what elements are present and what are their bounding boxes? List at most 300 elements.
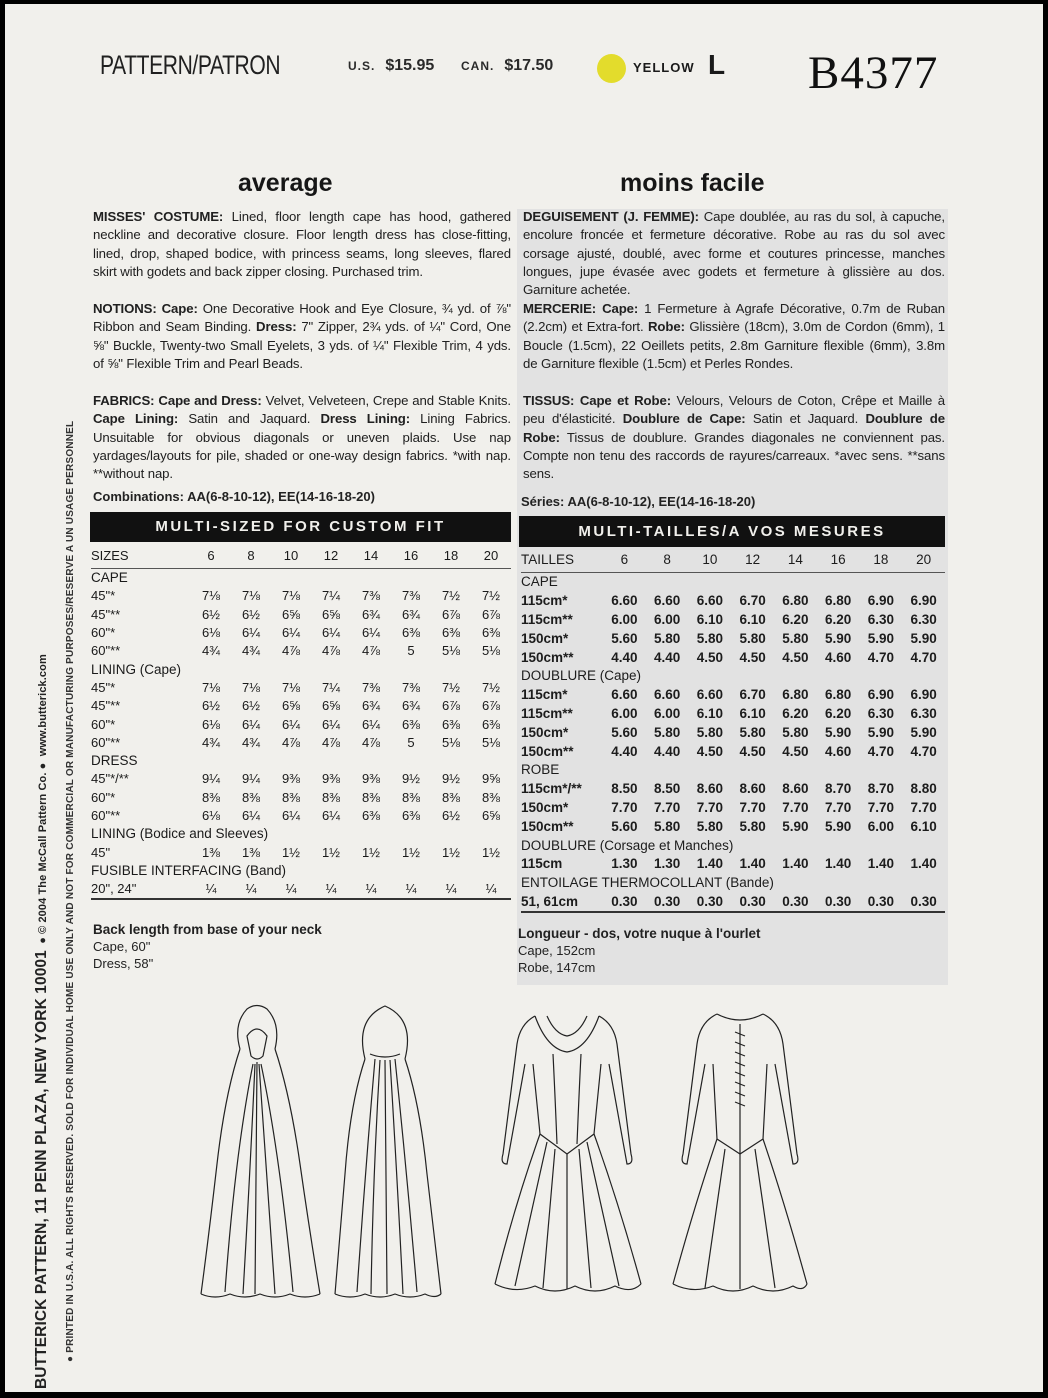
yardage-value: 5.90: [867, 630, 895, 646]
yardage-row: [521, 686, 945, 705]
yardage-value: 8.70: [824, 781, 852, 797]
yardage-value: 4⅞: [321, 643, 341, 659]
color-label: YELLOW: [633, 60, 695, 75]
yardage-value: 6¾: [361, 606, 381, 622]
notions-cape-text: One Decorative Hook and Eye Closure, ¾ yd. of ⅞" Ribbon and Seam Binding.: [93, 301, 511, 335]
yardage-value: ¼: [351, 880, 391, 899]
yardage-value: 6⅝: [281, 606, 301, 622]
cape-front-drawing: [201, 1006, 320, 1298]
fabric-width: 115cm**: [521, 705, 573, 721]
yardage-value: 6½: [201, 606, 221, 622]
yardage-value: 5.60: [611, 818, 638, 834]
yardage-value: 4.60: [824, 649, 852, 665]
yardage-value: 8.50: [653, 781, 681, 797]
fabric-width: 45"*: [91, 588, 116, 604]
yardage-row: [521, 723, 945, 742]
fabrics-cd-label: Cape et Robe:: [579, 393, 671, 408]
yardage-value: 1⅜: [201, 844, 221, 860]
yardage-value: 6.00: [867, 818, 895, 834]
size-header: 16: [391, 544, 431, 569]
yardage-value: ¼: [391, 880, 431, 899]
yardage-row: [91, 770, 511, 788]
difficulty-english: average: [238, 169, 333, 197]
yardage-value: 7⅛: [281, 679, 301, 695]
back-length-cape: Cape, 152cm: [518, 943, 596, 958]
yardage-value: 6⅜: [401, 716, 421, 732]
yardage-value: 5.80: [782, 630, 809, 646]
yardage-value: 1.40: [867, 856, 895, 872]
yardage-value: 5.80: [696, 724, 724, 740]
section-title: CAPE: [521, 574, 558, 590]
yardage-value: 5.90: [824, 818, 852, 834]
french-metric-table: [521, 548, 945, 913]
english-fabrics: [93, 392, 511, 483]
yardage-value: 6⅝: [481, 808, 501, 823]
yardage-row: [521, 742, 945, 761]
size-header: 18: [860, 548, 903, 573]
yardage-value: 6½: [441, 808, 461, 823]
copyright: ● © 2004 The McCall Pattern Co. ●: [37, 762, 49, 944]
fabric-width: 20", 24": [91, 880, 191, 899]
yardage-value: 6.90: [910, 593, 937, 609]
size-header: 20: [471, 544, 511, 569]
fabrics-cd-label: Cape and Dress:: [158, 393, 262, 408]
fabrics-cd-text: Velvet, Velveteen, Crepe and Stable Knits.: [265, 393, 511, 408]
notions-dress-label: Robe:: [648, 319, 685, 335]
yardage-row: [91, 789, 511, 807]
yardage-row: [521, 855, 945, 874]
yardage-value: 6.60: [653, 687, 681, 703]
yardage-value: 6⅜: [401, 808, 421, 823]
english-description: [93, 208, 511, 281]
yardage-value: 4.50: [782, 649, 809, 665]
fabric-width: 45"*: [91, 679, 116, 695]
yardage-value: 6¼: [241, 808, 261, 823]
fabric-width: 45"**: [91, 698, 121, 714]
yardage-value: 5⅛: [441, 643, 461, 659]
yardage-value: 6⅝: [281, 698, 301, 714]
yardage-value: 0.30: [860, 893, 903, 913]
yardage-value: 5.90: [910, 724, 937, 740]
yardage-value: 1.40: [696, 856, 724, 872]
yardage-value: 6¼: [361, 625, 381, 641]
yardage-value: 7.70: [611, 799, 638, 815]
yardage-value: 0.30: [774, 893, 817, 913]
back-length-title: Longueur - dos, votre nuque à l'ourlet: [518, 926, 761, 941]
yardage-value: 4.50: [739, 743, 766, 759]
us-price: [348, 57, 434, 75]
fabric-width: 115cm*: [521, 687, 568, 703]
fabric-width: 150cm**: [521, 649, 574, 665]
yardage-row: [91, 624, 511, 642]
section-title-row: [91, 569, 511, 588]
yardage-value: 4.60: [824, 743, 852, 759]
fabric-width: 45"*/**: [91, 771, 129, 787]
section-title-row: [521, 573, 945, 592]
yardage-value: 7⅛: [201, 588, 221, 604]
fabric-width: 45": [91, 844, 111, 860]
yardage-value: 5.80: [739, 818, 766, 834]
yardage-value: 7¼: [321, 679, 341, 695]
yardage-value: 5.90: [824, 630, 852, 646]
yardage-value: 6.10: [910, 818, 937, 834]
yardage-value: 6.90: [867, 687, 895, 703]
yardage-row: [91, 679, 511, 697]
back-length-title: Back length from base of your neck: [93, 922, 322, 937]
yardage-value: 6.70: [739, 593, 766, 609]
size-header: 8: [646, 548, 689, 573]
fabric-width: 150cm*: [521, 799, 569, 815]
yardage-value: 6.60: [611, 593, 638, 609]
fabric-width: 115cm*: [521, 593, 568, 609]
yardage-value: 8.70: [867, 781, 895, 797]
yardage-value: 6.30: [910, 705, 937, 721]
yardage-value: 6¾: [401, 606, 421, 622]
yardage-value: 6⅛: [201, 625, 221, 641]
yardage-value: 6.10: [739, 705, 766, 721]
fabric-width: 60"*: [91, 625, 116, 641]
yardage-row: [521, 648, 945, 667]
yardage-value: 9⅝: [481, 771, 501, 787]
fabric-width: 60"**: [91, 808, 121, 823]
french-band: MULTI-TAILLES/A VOS MESURES: [519, 516, 945, 547]
yardage-value: 8⅜: [241, 789, 261, 805]
fabric-width: 60"*: [91, 789, 116, 805]
yardage-value: 6⅞: [441, 698, 461, 714]
fabric-width: 115cm*/**: [521, 781, 582, 797]
yardage-row: [521, 611, 945, 630]
section-title: DOUBLURE (Corsage et Manches): [521, 837, 734, 853]
yardage-row: [91, 697, 511, 715]
fabrics-dl-text: Lining Fabrics. Unsuitable for obvious diagonals or uneven plaids. Use nap yardages/layouts for pile, shaded or one-way design fabrics. *with nap. **without nap.: [93, 411, 511, 482]
side-imprint: [33, 654, 51, 1389]
yardage-row: [91, 642, 511, 660]
yardage-value: 4⅞: [361, 734, 381, 750]
yardage-value: 4.40: [611, 743, 638, 759]
notions-dress-label: Dress:: [256, 319, 297, 335]
yardage-value: 6⅜: [441, 625, 461, 641]
yardage-value: 6.10: [696, 611, 724, 627]
yardage-value: 8⅜: [441, 789, 461, 805]
yardage-value: 1½: [401, 844, 421, 860]
yardage-row: [521, 817, 945, 836]
sizes-header-row: [521, 548, 945, 573]
yardage-value: 6¼: [321, 716, 341, 732]
yardage-value: 5.80: [653, 818, 681, 834]
yardage-value: 7.70: [782, 799, 809, 815]
yardage-value: 5.90: [867, 724, 895, 740]
back-length-dress: Robe, 147cm: [518, 960, 596, 975]
sizes-header-row: [91, 544, 511, 569]
dress-back-drawing: [673, 1014, 807, 1291]
yardage-value: 6.60: [653, 593, 681, 609]
size-header: 8: [231, 544, 271, 569]
section-title: DRESS: [91, 753, 138, 769]
yardage-value: 1.30: [653, 856, 681, 872]
yardage-value: 4.70: [867, 743, 895, 759]
yardage-value: 1½: [361, 844, 381, 860]
yardage-value: 8⅜: [401, 789, 421, 805]
yardage-value: 6⅜: [401, 625, 421, 641]
section-title: FUSIBLE INTERFACING (Band): [91, 862, 287, 878]
yardage-value: 6¼: [281, 625, 301, 641]
yardage-value: 5.90: [910, 630, 937, 646]
section-title: ENTOILAGE THERMOCOLLANT (Bande): [521, 875, 774, 891]
size-header: 18: [431, 544, 471, 569]
yardage-row: [521, 629, 945, 648]
size-header: 10: [689, 548, 732, 573]
yardage-value: 5.90: [824, 724, 852, 740]
back-length-cape: Cape, 60": [93, 939, 151, 954]
section-title-row: [91, 862, 511, 880]
yardage-value: ¼: [471, 880, 511, 899]
yardage-value: 8⅜: [281, 789, 301, 805]
french-description: [523, 208, 945, 299]
french-back-length: [518, 925, 760, 976]
yardage-value: 8.60: [739, 781, 766, 797]
yardage-value: 6⅝: [321, 606, 341, 622]
fabric-width: 150cm**: [521, 743, 574, 759]
yardage-value: 7⅜: [401, 588, 421, 604]
fabrics-cl-label: Cape Lining:: [93, 411, 179, 427]
fabrics-cl-text: Satin et Jaquard.: [752, 411, 859, 427]
yardage-value: 4¾: [201, 643, 221, 659]
yardage-value: 6¼: [321, 625, 341, 641]
yardage-value: 6.80: [824, 593, 852, 609]
yardage-value: 1½: [321, 844, 341, 860]
side-legal-text: ● PRINTED IN U.S.A. ALL RIGHTS RESERVED. SOLD FOR INDIVIDUAL HOME USE ONLY AND NOT FOR COMMERCIAL OR MANUFACTURING PURPOSES/RESERVE A UN USAGE PERSONNEL: [65, 420, 76, 1362]
yardage-value: 7.70: [867, 799, 895, 815]
section-title-row: [91, 660, 511, 678]
can-price-value: $17.50: [504, 57, 554, 74]
yardage-value: 6⅛: [201, 716, 221, 732]
yardage-value: 6.90: [867, 593, 895, 609]
yellow-dot-icon: [597, 54, 626, 83]
yardage-value: 5.60: [611, 630, 638, 646]
fabrics-cl-text: Satin and Jaquard.: [188, 411, 311, 427]
yardage-value: 8.60: [696, 781, 724, 797]
yardage-value: 9½: [401, 771, 421, 787]
yardage-value: 0.30: [731, 893, 774, 913]
yardage-value: 6.10: [739, 611, 766, 627]
technical-drawings: [195, 1004, 845, 1309]
yardage-value: 7.70: [910, 799, 937, 815]
yardage-value: 4¾: [241, 734, 261, 750]
yardage-value: 9¼: [241, 771, 261, 787]
yardage-value: 7⅛: [201, 679, 221, 695]
size-header: 20: [902, 548, 945, 573]
yardage-value: 7½: [481, 588, 501, 604]
size-header: 16: [817, 548, 860, 573]
section-title-row: [521, 874, 945, 893]
yardage-value: 6⅞: [441, 606, 461, 622]
section-title-row: [521, 761, 945, 780]
section-title-row: [91, 825, 511, 843]
yardage-value: ¼: [191, 880, 231, 899]
yardage-value: 4⅞: [281, 734, 301, 750]
description-text: Lined, floor length cape has hood, gathered neckline and decorative closure. Floor length dress has close-fitting, lined, drop, shaped bodice, with princess seams, long sleeves, flared skirt with godets and back zipper closing. Purchased trim.: [93, 209, 511, 279]
yardage-value: 4.50: [696, 743, 724, 759]
yardage-value: 4⅞: [361, 643, 381, 659]
sizes-label: TAILLES: [521, 548, 603, 573]
yardage-value: 5.90: [782, 818, 809, 834]
yardage-value: 7⅜: [361, 588, 381, 604]
yardage-value: 9¼: [201, 771, 221, 787]
yardage-row: [521, 705, 945, 724]
yardage-value: 8⅜: [361, 789, 381, 805]
fabric-width: 150cm*: [521, 630, 569, 646]
description-label: MISSES' COSTUME:: [93, 209, 224, 224]
can-price: [461, 57, 553, 75]
english-band: MULTI-SIZED FOR CUSTOM FIT: [90, 512, 511, 542]
yardage-value: 7⅛: [241, 588, 261, 604]
yardage-value: 6⅛: [201, 808, 221, 823]
yardage-value: 7.70: [696, 799, 724, 815]
sizes-label: SIZES: [91, 544, 191, 569]
yardage-value: 4.40: [611, 649, 638, 665]
yardage-value: 6¼: [281, 716, 301, 732]
yardage-value: 7⅛: [281, 588, 301, 604]
yardage-value: ¼: [431, 880, 471, 899]
yardage-value: 6.00: [653, 705, 681, 721]
fabric-width: 60"*: [91, 716, 116, 732]
section-title: DOUBLURE (Cape): [521, 668, 642, 684]
yardage-value: 6.60: [696, 687, 724, 703]
notions-dress-text: Glissière (18cm), 3.0m de Cordon (6mm), 1 Boucle (1.5cm), 22 Oeillets petits, 2.8m Garniture flexible (6mm), 3.8m de Garniture flexible (1.5cm) et Perles Rondes.: [523, 319, 945, 371]
yardage-row: [91, 880, 511, 899]
yardage-value: 7¼: [321, 588, 341, 604]
yardage-value: 6.10: [696, 705, 724, 721]
size-header: 14: [351, 544, 391, 569]
yardage-value: 9⅜: [361, 771, 381, 787]
yardage-value: 8.50: [611, 781, 638, 797]
back-length-dress: Dress, 58": [93, 956, 154, 971]
notions-label: NOTIONS:: [93, 301, 157, 316]
french-notions: [523, 300, 945, 373]
yardage-value: 4⅞: [281, 643, 301, 659]
yardage-value: 6¼: [321, 808, 341, 823]
yardage-value: ¼: [231, 880, 271, 899]
yardage-value: 4¾: [201, 734, 221, 750]
yardage-row: [91, 734, 511, 752]
yardage-value: 4.70: [867, 649, 895, 665]
yardage-value: 6⅜: [361, 808, 381, 823]
size-header: 14: [774, 548, 817, 573]
yardage-value: 5.60: [611, 724, 638, 740]
yardage-row: [91, 807, 511, 825]
yardage-value: 7½: [481, 679, 501, 695]
yardage-value: 5.80: [782, 724, 809, 740]
fabric-width: 51, 61cm: [521, 893, 603, 913]
yardage-value: 6.00: [653, 611, 681, 627]
yardage-value: 5.80: [739, 630, 766, 646]
yardage-value: 6¼: [361, 716, 381, 732]
yardage-value: 1.40: [782, 856, 809, 872]
yardage-row: [521, 799, 945, 818]
size-header: 6: [603, 548, 646, 573]
yardage-value: 0.30: [817, 893, 860, 913]
yardage-value: 4.70: [910, 743, 937, 759]
yardage-value: 1½: [441, 844, 461, 860]
fabric-width: 150cm*: [521, 724, 569, 740]
yardage-value: 6.20: [782, 611, 809, 627]
yardage-value: 6.60: [696, 593, 724, 609]
publisher-address: BUTTERICK PATTERN, 11 PENN PLAZA, NEW YORK 10001: [33, 950, 50, 1389]
notions-cape-label: Cape:: [602, 301, 639, 316]
yardage-value: 6.20: [782, 705, 809, 721]
fabrics-label: FABRICS:: [93, 393, 155, 408]
yardage-value: 6⅜: [441, 716, 461, 732]
yardage-row: [521, 592, 945, 611]
yardage-value: 7½: [441, 588, 461, 604]
yardage-row: [521, 893, 945, 913]
yardage-value: 6⅜: [481, 716, 501, 732]
fabric-width: 115cm: [521, 856, 563, 872]
yardage-value: 5⅛: [441, 734, 461, 750]
difficulty-french: moins facile: [620, 169, 765, 197]
yardage-value: 1.40: [824, 856, 852, 872]
yardage-value: 5.80: [696, 818, 724, 834]
yardage-value: 6.00: [611, 611, 638, 627]
yardage-value: 6.30: [867, 705, 895, 721]
english-yardage-table: [91, 544, 511, 900]
description-text: Cape doublée, au ras du sol, à capuche, encolure froncée et fermeture décorative. Robe au ras du sol avec corsage ajusté, doublé, avec forme et coutures princesse, manches longues, jupe évasée avec godets et fermeture à glissière au dos. Garniture achetée.: [523, 209, 945, 298]
pattern-label: PATTERN/PATRON: [100, 50, 281, 80]
yardage-value: 4.50: [782, 743, 809, 759]
yardage-value: 6¾: [401, 698, 421, 714]
yardage-value: 6.30: [867, 611, 895, 627]
yardage-value: 6⅜: [481, 625, 501, 641]
yardage-value: 5⅛: [481, 643, 501, 659]
yardage-value: 6¼: [241, 625, 261, 641]
section-title: ROBE: [521, 762, 560, 778]
yardage-value: 6½: [201, 698, 221, 714]
yardage-value: 7⅜: [361, 679, 381, 695]
yardage-value: 4¾: [241, 643, 261, 659]
yardage-value: 7⅜: [401, 679, 421, 695]
can-label: CAN.: [461, 59, 495, 73]
yardage-value: 8⅜: [321, 789, 341, 805]
yardage-value: 6.20: [824, 705, 852, 721]
yardage-value: 6½: [241, 606, 261, 622]
fabric-width: 150cm**: [521, 818, 574, 834]
pattern-envelope-back: [5, 4, 1043, 1392]
yardage-value: 6.80: [782, 687, 809, 703]
size-header: 12: [311, 544, 351, 569]
yardage-value: 7½: [441, 679, 461, 695]
yardage-value: 9⅜: [321, 771, 341, 787]
yardage-value: 8.60: [782, 781, 809, 797]
yardage-value: 6.70: [739, 687, 766, 703]
yardage-value: ¼: [311, 880, 351, 899]
yardage-value: 4.40: [653, 743, 681, 759]
yardage-value: 5⅛: [481, 734, 501, 750]
section-title: LINING (Bodice and Sleeves): [91, 826, 269, 842]
fabrics-label: TISSUS:: [523, 393, 575, 408]
yardage-value: 6.90: [910, 687, 937, 703]
yardage-value: 4⅞: [321, 734, 341, 750]
french-fabrics: [523, 392, 945, 483]
yardage-value: 0.30: [603, 893, 646, 913]
yardage-value: 4.50: [696, 649, 724, 665]
fabric-width: 60"**: [91, 734, 121, 750]
yardage-value: 6.80: [782, 593, 809, 609]
yardage-value: 8⅜: [481, 789, 501, 805]
yardage-value: 6¼: [241, 716, 261, 732]
yardage-value: 6⅞: [481, 698, 501, 714]
yardage-value: 5: [407, 734, 415, 750]
fabrics-dl-text: Tissus de doublure. Grandes diagonales ne conviennent pas. Compte non tenu des raccords de rayures/carreaux. *avec sens. **sans sens.: [523, 429, 945, 482]
